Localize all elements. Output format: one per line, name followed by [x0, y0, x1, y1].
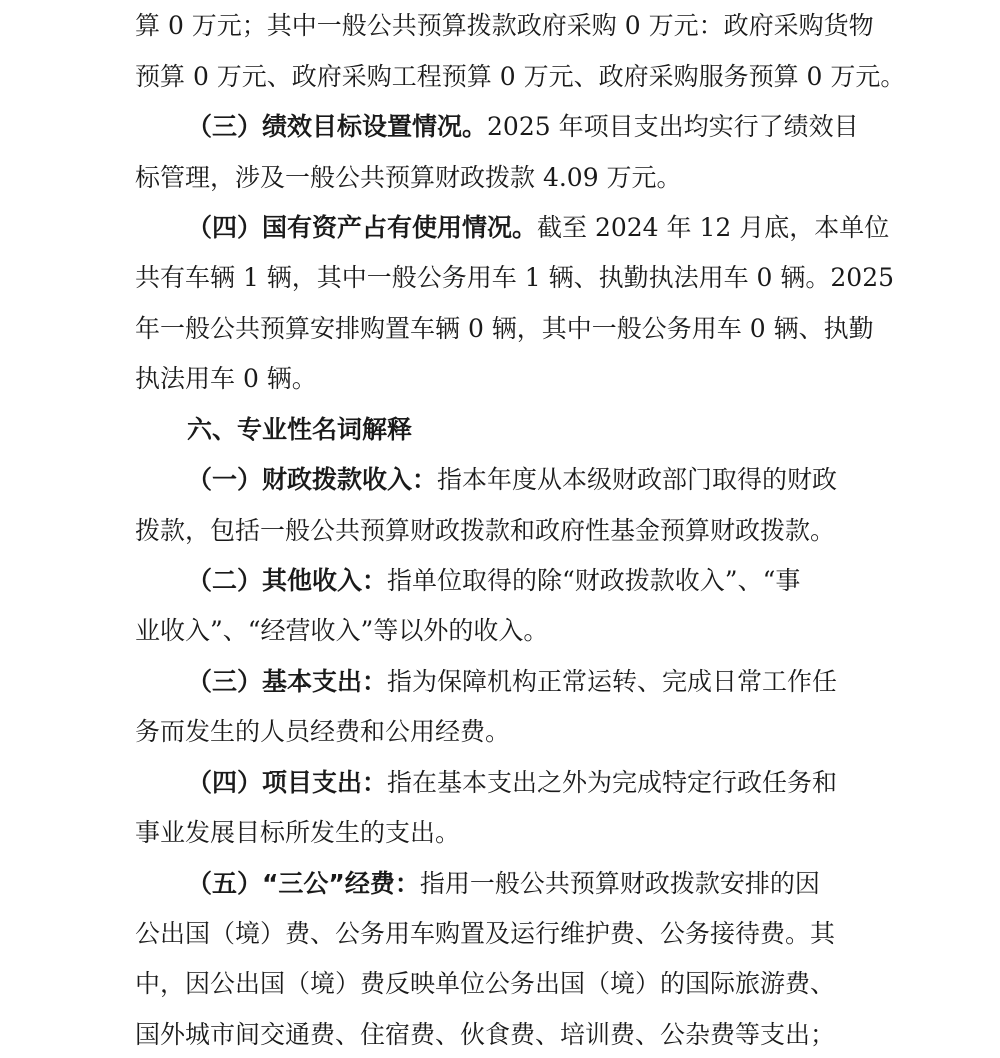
line-15: [0, 712, 1000, 752]
line-21-text: 国外城市间交通费、住宿费、伙食费、培训费、公杂费等支出；: [135, 1020, 836, 1049]
line-5-text: 截至 2024 年 12 月底，本单位: [537, 213, 890, 242]
line-14-text: 指为保障机构正常运转、完成日常工作任: [387, 667, 838, 696]
line-6: [0, 258, 1000, 298]
line-3-text: 2025 年项目支出均实行了绩效目: [487, 112, 859, 141]
line-1: [0, 6, 1000, 46]
term-other-income: （二）其他收入：: [187, 566, 388, 595]
line-20: [0, 964, 1000, 1004]
line-5: [0, 208, 1000, 248]
line-17: [0, 813, 1000, 853]
line-10-text: 指本年度从本级财政部门取得的财政: [437, 465, 838, 494]
line-13-text: 业收入”、“经营收入”等以外的收入。: [135, 616, 549, 645]
line-18-text: 指用一般公共预算财政拨款安排的因: [419, 869, 820, 898]
term-project-expenditure: （四）项目支出：: [187, 768, 388, 797]
subsection-title-4: （四）国有资产占有使用情况。: [187, 213, 538, 242]
line-13: [0, 611, 1000, 651]
line-11: [0, 511, 1000, 551]
line-12-text: 指单位取得的除“财政拨款收入”、“事: [387, 566, 801, 595]
line-12: [0, 561, 1000, 601]
line-8: [0, 359, 1000, 399]
line-3: [0, 107, 1000, 147]
section-heading-text: 六、专业性名词解释: [187, 415, 413, 444]
line-19-text: 公出国（境）费、公务用车购置及运行维护费、公务接待费。其: [135, 919, 836, 948]
line-7-text: 年一般公共预算安排购置车辆 0 辆，其中一般公务用车 0 辆、执勤: [135, 314, 874, 343]
line-7: [0, 309, 1000, 349]
line-20-text: 中，因公出国（境）费反映单位公务出国（境）的国际旅游费、: [135, 969, 836, 998]
line-21: [0, 1015, 1000, 1055]
line-4: [0, 158, 1000, 198]
line-16: [0, 763, 1000, 803]
section-heading: [0, 410, 1000, 450]
line-1-text: 算 0 万元；其中一般公共预算拨款政府采购 0 万元：政府采购货物: [135, 11, 874, 40]
line-6-text: 共有车辆 1 辆，其中一般公务用车 1 辆、执勤执法用车 0 辆。2025: [135, 263, 895, 292]
line-16-text: 指在基本支出之外为完成特定行政任务和: [387, 768, 838, 797]
line-15-text: 务而发生的人员经费和公用经费。: [135, 717, 511, 746]
line-4-text: 标管理，涉及一般公共预算财政拨款 4.09 万元。: [135, 163, 682, 192]
line-2-text: 预算 0 万元、政府采购工程预算 0 万元、政府采购服务预算 0 万元。: [135, 62, 906, 91]
line-11-text: 拨款，包括一般公共预算财政拨款和政府性基金预算财政拨款。: [135, 516, 836, 545]
line-8-text: 执法用车 0 辆。: [135, 364, 317, 393]
subsection-title-3: （三）绩效目标设置情况。: [187, 112, 488, 141]
term-three-public-expenses: （五）“三公”经费：: [187, 869, 420, 898]
line-17-text: 事业发展目标所发生的支出。: [135, 818, 461, 847]
line-14: [0, 662, 1000, 702]
term-basic-expenditure: （三）基本支出：: [187, 667, 388, 696]
line-10: [0, 460, 1000, 500]
line-18: [0, 864, 1000, 904]
term-fiscal-appropriation-income: （一）财政拨款收入：: [187, 465, 438, 494]
line-2: [0, 57, 1000, 97]
line-19: [0, 914, 1000, 954]
